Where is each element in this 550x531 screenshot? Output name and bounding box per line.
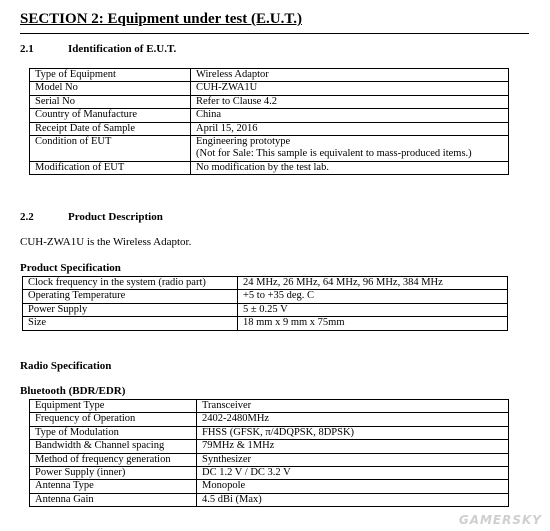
value-line: April 15, 2016 (196, 122, 258, 134)
field-label: Type of Equipment (30, 69, 191, 82)
product-description-text: CUH-ZWA1U is the Wireless Adaptor. (20, 236, 192, 248)
watermark-logo: GAMERSKY (458, 513, 542, 527)
field-label: Modification of EUT (30, 161, 191, 174)
field-value: Transceiver (197, 400, 509, 413)
field-value: 2402-2480MHz (197, 413, 509, 426)
value-line: (Not for Sale: This sample is equivalent to mass-produced items.) (196, 148, 472, 160)
field-label: Condition of EUT (30, 136, 191, 162)
field-label: Type of Modulation (30, 426, 197, 439)
field-value (191, 82, 509, 95)
field-value (191, 109, 509, 122)
subsection-2-2-heading (20, 211, 163, 223)
field-label: Power Supply (23, 303, 238, 316)
product-spec-table (22, 276, 508, 331)
value-line: China (196, 109, 222, 121)
field-value: FHSS (GFSK, π/4DQPSK, 8DPSK) (197, 426, 509, 439)
subsection-number: 2.1 (20, 43, 34, 55)
field-value (191, 136, 509, 162)
field-label: Operating Temperature (23, 290, 238, 303)
table-row (30, 413, 509, 426)
field-label: Antenna Type (30, 480, 197, 493)
field-value: Synthesizer (197, 453, 509, 466)
field-value: 24 MHz, 26 MHz, 64 MHz, 96 MHz, 384 MHz (238, 277, 508, 290)
table-row (30, 480, 509, 493)
bluetooth-heading: Bluetooth (BDR/EDR) (20, 385, 126, 397)
field-value: DC 1.2 V / DC 3.2 V (197, 467, 509, 480)
field-label: Antenna Gain (30, 493, 197, 506)
table-row (30, 493, 509, 506)
table-row (30, 109, 509, 122)
table-row (30, 400, 509, 413)
field-value: 18 mm x 9 mm x 75mm (238, 317, 508, 330)
table-row (30, 426, 509, 439)
table-row (23, 317, 508, 330)
value-line: No modification by the test lab. (196, 161, 329, 173)
table-row (23, 303, 508, 316)
field-label: Serial No (30, 95, 191, 108)
table-row (30, 467, 509, 480)
field-label: Country of Manufacture (30, 109, 191, 122)
section-divider (20, 33, 529, 34)
table-row (30, 161, 509, 174)
section-title: SECTION 2: Equipment under test (E.U.T.) (20, 11, 302, 27)
field-value: 4.5 dBi (Max) (197, 493, 509, 506)
table-row (30, 453, 509, 466)
table-row (30, 122, 509, 135)
field-label: Clock frequency in the system (radio part) (23, 277, 238, 290)
field-value (191, 69, 509, 82)
table-row (30, 136, 509, 162)
field-value (191, 95, 509, 108)
field-label: Receipt Date of Sample (30, 122, 191, 135)
value-line: Refer to Clause 4.2 (196, 95, 278, 107)
value-line: CUH-ZWA1U (196, 82, 258, 94)
value-line: Engineering prototype (196, 136, 291, 148)
value-line: Wireless Adaptor (196, 69, 269, 80)
table-row (30, 69, 509, 82)
product-spec-heading: Product Specification (20, 262, 121, 274)
field-value (191, 122, 509, 135)
table-row (23, 290, 508, 303)
field-label: Equipment Type (30, 400, 197, 413)
table-row (30, 440, 509, 453)
field-label: Size (23, 317, 238, 330)
subsection-title: Identification of E.U.T. (68, 43, 177, 55)
table-row (30, 82, 509, 95)
field-label: Method of frequency generation (30, 453, 197, 466)
field-value: 79MHz & 1MHz (197, 440, 509, 453)
field-value (191, 161, 509, 174)
subsection-2-1-heading (20, 43, 176, 55)
field-label: Model No (30, 82, 191, 95)
field-value: 5 ± 0.25 V (238, 303, 508, 316)
table-row (23, 277, 508, 290)
radio-spec-heading: Radio Specification (20, 360, 112, 372)
field-value: Monopole (197, 480, 509, 493)
bluetooth-spec-table (29, 399, 509, 507)
identification-table (29, 68, 509, 175)
field-label: Power Supply (inner) (30, 467, 197, 480)
field-label: Frequency of Operation (30, 413, 197, 426)
subsection-title: Product Description (68, 211, 163, 223)
table-row (30, 95, 509, 108)
subsection-number: 2.2 (20, 211, 34, 223)
field-value: +5 to +35 deg. C (238, 290, 508, 303)
field-label: Bandwidth & Channel spacing (30, 440, 197, 453)
